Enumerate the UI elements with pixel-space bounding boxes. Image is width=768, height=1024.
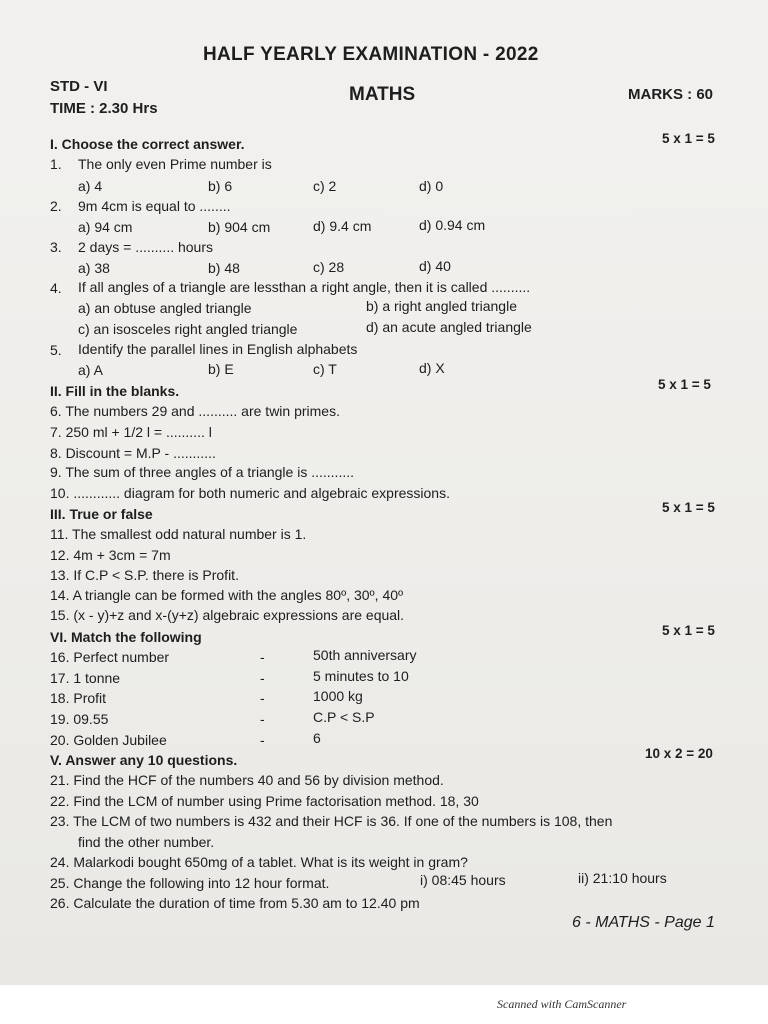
q4-text: If all angles of a triangle are lessthan a right angle, then it is called ..........	[78, 279, 531, 295]
q5-text: Identify the parallel lines in English alphabets	[78, 341, 358, 357]
q19-right: C.P < S.P	[313, 709, 375, 725]
q16-dash: -	[260, 649, 265, 665]
q4-number: 4.	[50, 280, 62, 296]
q11-text: 11. The smallest odd natural number is 1.	[50, 526, 307, 542]
q3-number: 3.	[50, 239, 62, 255]
section5-heading: V. Answer any 10 questions.	[50, 752, 238, 768]
q6-text: 6. The numbers 29 and .......... are twin primes.	[50, 403, 340, 419]
q21-text: 21. Find the HCF of the numbers 40 and 56 by division method.	[50, 772, 444, 788]
q2-number: 2.	[50, 198, 62, 214]
section5-marks: 10 x 2 = 20	[645, 746, 713, 761]
q2-option-a: a) 94 cm	[78, 219, 133, 235]
section4-marks: 5 x 1 = 5	[662, 623, 715, 638]
section2-marks: 5 x 1 = 5	[658, 377, 711, 392]
q24-text: 24. Malarkodi bought 650mg of a tablet. What is its weight in gram?	[50, 854, 468, 870]
q10-text: 10. ............ diagram for both numeric and algebraic expressions.	[50, 485, 450, 501]
section1-heading: I. Choose the correct answer.	[50, 136, 245, 152]
q2-option-b: b) 904 cm	[208, 219, 271, 235]
q9-text: 9. The sum of three angles of a triangle is ...........	[50, 464, 355, 480]
scanner-watermark: Scanned with CamScanner	[497, 997, 627, 1011]
q18-dash: -	[260, 690, 265, 706]
section2-heading: II. Fill in the blanks.	[50, 383, 180, 399]
q16-right: 50th anniversary	[313, 647, 417, 663]
q4-option-d: d) an acute angled triangle	[366, 319, 532, 335]
subject-title: MATHS	[349, 84, 416, 105]
q23-text-continued: find the other number.	[78, 834, 215, 850]
q25-part-ii: ii) 21:10 hours	[578, 870, 667, 886]
exam-title: HALF YEARLY EXAMINATION - 2022	[203, 44, 539, 65]
q17-right: 5 minutes to 10	[313, 668, 409, 684]
q5-number: 5.	[50, 342, 62, 358]
q3-option-d: d) 40	[419, 258, 451, 274]
q5-option-a: a) A	[78, 362, 103, 378]
q4-option-b: b) a right angled triangle	[366, 298, 517, 314]
q3-option-a: a) 38	[78, 260, 110, 276]
q1-option-a: a) 4	[78, 178, 103, 194]
q25-text: 25. Change the following into 12 hour format.	[50, 875, 330, 891]
std-label: STD - VI	[50, 78, 108, 95]
q15-text: 15. (x - y)+z and x-(y+z) algebraic expressions are equal.	[50, 607, 405, 623]
q22-text: 22. Find the LCM of number using Prime factorisation method. 18, 30	[50, 793, 479, 809]
q2-text: 9m 4cm is equal to ........	[78, 198, 231, 214]
q1-number: 1.	[50, 156, 62, 172]
q19-dash: -	[260, 711, 265, 727]
q3-option-b: b) 48	[208, 260, 240, 276]
section3-heading: III. True or false	[50, 506, 153, 522]
q3-option-c: c) 28	[313, 259, 345, 275]
q5-option-b: b) E	[208, 361, 234, 377]
q20-right: 6	[313, 730, 321, 746]
time-label: TIME : 2.30 Hrs	[50, 100, 158, 117]
section4-heading: VI. Match the following	[50, 629, 202, 645]
q23-text: 23. The LCM of two numbers is 432 and their HCF is 36. If one of the numbers is 108, then	[50, 813, 613, 829]
q5-option-c: c) T	[313, 361, 337, 377]
q3-text: 2 days = .......... hours	[78, 239, 214, 255]
q1-text: The only even Prime number is	[78, 156, 272, 172]
q20-left: 20. Golden Jubilee	[50, 732, 167, 748]
marks-label: MARKS : 60	[628, 86, 714, 103]
q1-option-d: d) 0	[419, 178, 444, 194]
q7-text: 7. 250 ml + 1/2 l = .......... l	[50, 424, 212, 440]
q26-text: 26. Calculate the duration of time from 5.30 am to 12.40 pm	[50, 895, 420, 911]
q1-option-c: c) 2	[313, 178, 337, 194]
q19-left: 19. 09.55	[50, 711, 109, 727]
page-footer: 6 - MATHS - Page 1	[572, 914, 715, 931]
q12-text: 12. 4m + 3cm = 7m	[50, 547, 171, 563]
q4-option-a: a) an obtuse angled triangle	[78, 300, 252, 316]
q17-dash: -	[260, 670, 265, 686]
q2-option-d: d) 0.94 cm	[419, 217, 486, 233]
q14-text: 14. A triangle can be formed with the angles 80º, 30º, 40º	[50, 587, 404, 603]
q5-option-d: d) X	[419, 360, 445, 376]
section1-marks: 5 x 1 = 5	[662, 131, 715, 146]
q2-option-c: d) 9.4 cm	[313, 218, 372, 234]
q8-text: 8. Discount = M.P - ...........	[50, 445, 216, 461]
q25-part-i: i) 08:45 hours	[420, 872, 506, 888]
q18-right: 1000 kg	[313, 688, 363, 704]
q16-left: 16. Perfect number	[50, 649, 170, 665]
q18-left: 18. Profit	[50, 690, 107, 706]
q20-dash: -	[260, 732, 265, 748]
section3-marks: 5 x 1 = 5	[662, 500, 715, 515]
q17-left: 17. 1 tonne	[50, 670, 121, 686]
q1-option-b: b) 6	[208, 178, 233, 194]
q4-option-c: c) an isosceles right angled triangle	[78, 321, 298, 337]
q13-text: 13. If C.P < S.P. there is Profit.	[50, 567, 239, 583]
